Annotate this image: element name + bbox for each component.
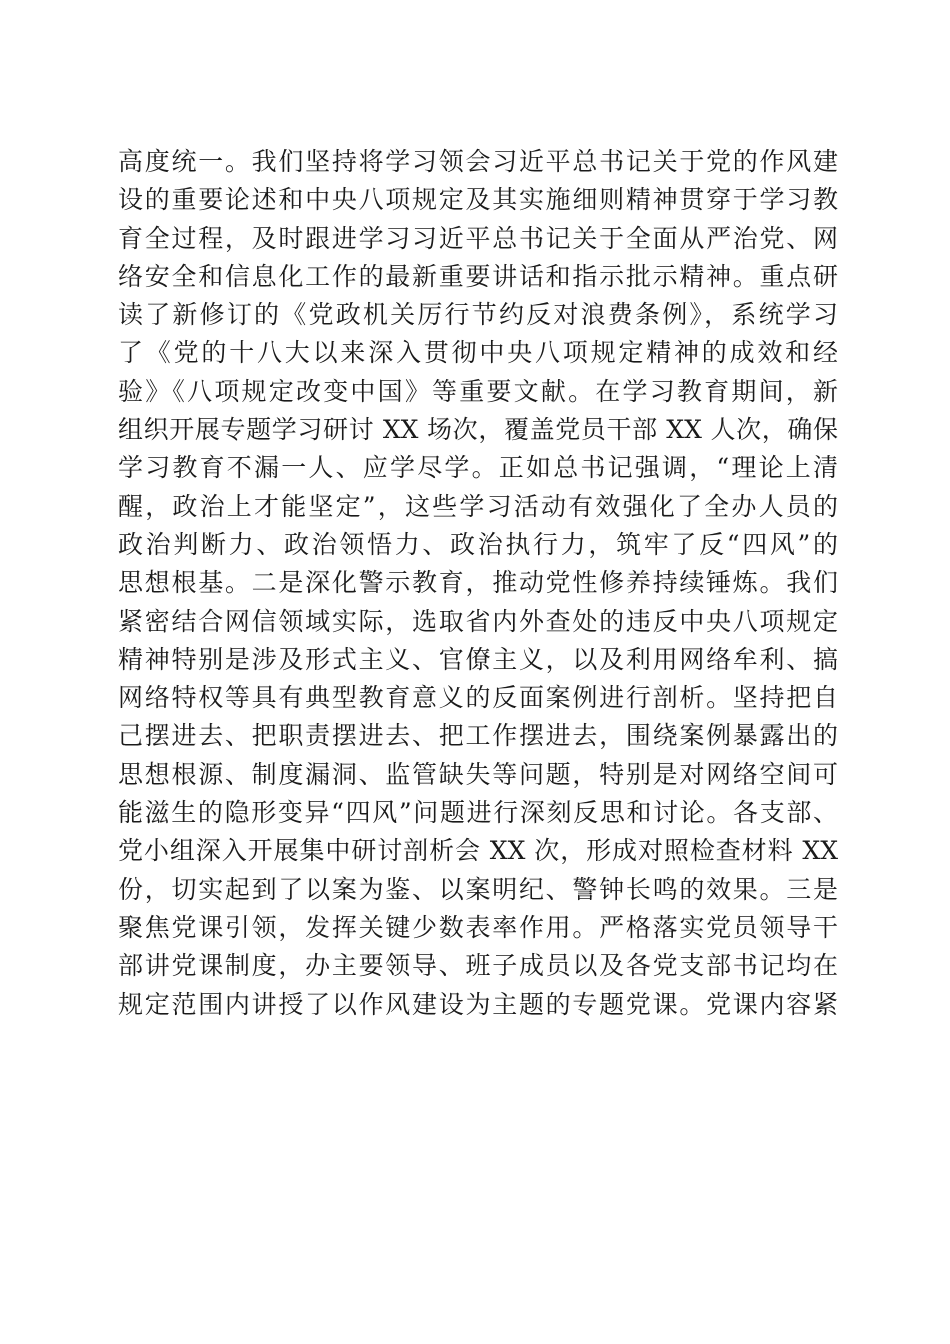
- text-line: 学习教育不漏一人、应学尽学。正如总书记强调，“理论上清: [118, 453, 838, 483]
- text-line: 能滋生的隐形变异“四风”问题进行深刻反思和讨论。各支部、: [118, 798, 838, 828]
- text-line: 验》《八项规定改变中国》等重要文献。在学习教育期间，新: [118, 376, 838, 406]
- text-line: 育全过程，及时跟进学习习近平总书记关于全面从严治党、网: [118, 223, 838, 253]
- text-line: 政治判断力、政治领悟力、政治执行力，筑牢了反“四风”的: [118, 529, 838, 559]
- text-line: 思想根源、制度漏洞、监管缺失等问题，特别是对网络空间可: [118, 759, 838, 789]
- text-line: 聚焦党课引领，发挥关键少数表率作用。严格落实党员领导干: [118, 912, 838, 942]
- text-line: 组织开展专题学习研讨 XX 场次，覆盖党员干部 XX 人次，确保: [118, 415, 838, 445]
- text-line: 设的重要论述和中央八项规定及其实施细则精神贯穿于学习教: [118, 185, 838, 215]
- text-line: 了《党的十八大以来深入贯彻中央八项规定精神的成效和经: [118, 338, 838, 368]
- text-line: 读了新修订的《党政机关厉行节约反对浪费条例》，系统学习: [118, 300, 838, 330]
- text-line: 络安全和信息化工作的最新重要讲话和指示批示精神。重点研: [118, 261, 838, 291]
- text-line: 规定范围内讲授了以作风建设为主题的专题党课。党课内容紧: [118, 989, 838, 1019]
- text-line: 党小组深入开展集中研讨剖析会 XX 次，形成对照检查材料 XX: [118, 836, 838, 866]
- text-line: 紧密结合网信领域实际，选取省内外查处的违反中央八项规定: [118, 606, 838, 636]
- text-line: 份，切实起到了以案为鉴、以案明纪、警钟长鸣的效果。三是: [118, 874, 838, 904]
- text-line: 精神特别是涉及形式主义、官僚主义，以及利用网络牟利、搞: [118, 644, 838, 674]
- text-line: 高度统一。我们坚持将学习领会习近平总书记关于党的作风建: [118, 147, 838, 176]
- text-line: 己摆进去、把职责摆进去、把工作摆进去，围绕案例暴露出的: [118, 721, 838, 751]
- text-line: 网络特权等具有典型教育意义的反面案例进行剖析。坚持把自: [118, 683, 838, 713]
- text-line: 思想根基。二是深化警示教育，推动党性修养持续锤炼。我们: [118, 568, 838, 598]
- text-line: 部讲党课制度，办主要领导、班子成员以及各党支部书记均在: [118, 951, 838, 981]
- body-paragraph: [118, 143, 838, 1024]
- text-line: 醒，政治上才能坚定”，这些学习活动有效强化了全办人员的: [118, 491, 838, 521]
